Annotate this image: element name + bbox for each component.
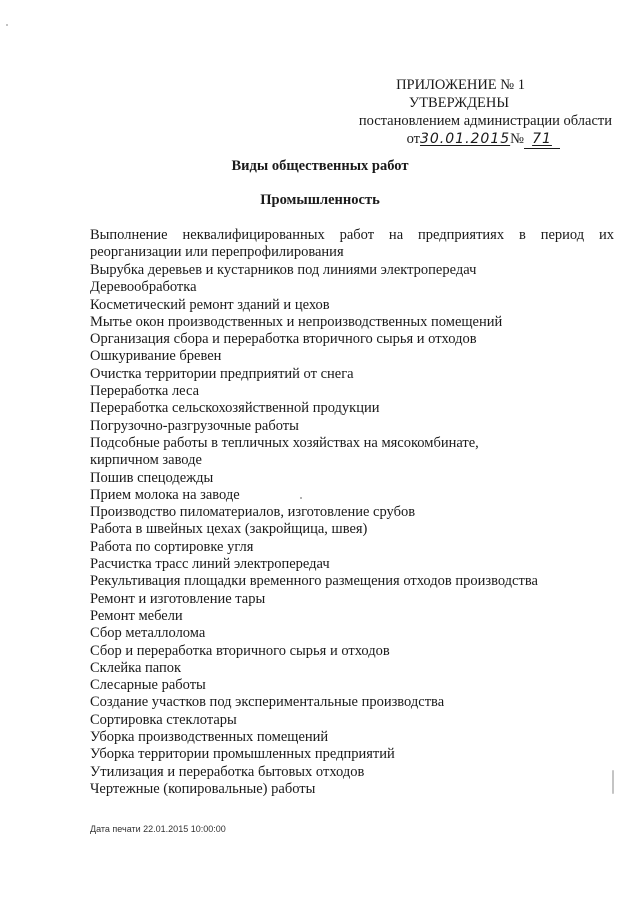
work-item: Ремонт мебели bbox=[90, 607, 183, 624]
work-item: Производство пиломатериалов, изготовление срубов bbox=[90, 504, 416, 521]
work-item: Расчистка трасс линий электропередач bbox=[90, 556, 330, 573]
from-label: от bbox=[406, 131, 420, 147]
work-item: Сбор и переработка вторичного сырья и отходов bbox=[90, 642, 390, 659]
work-item: Погрузочно-разгрузочные работы bbox=[90, 417, 299, 434]
handwritten-date: 30.01.2015 bbox=[419, 131, 511, 147]
work-item: Подсобные работы в тепличных хозяйствах на мясокомбинате, bbox=[90, 434, 479, 451]
scan-speck bbox=[6, 24, 8, 26]
approved-label: УТВЕРЖДЕНЫ bbox=[408, 95, 509, 111]
document-title: Виды общественных работ bbox=[231, 158, 409, 174]
work-item: Чертежные (копировальные) работы bbox=[90, 780, 316, 797]
work-item: Мытье окон производственных и непроизводственных помещений bbox=[90, 313, 503, 330]
work-item: Прием молока на заводе bbox=[90, 486, 240, 503]
work-item: Деревообработка bbox=[90, 279, 197, 296]
intro-item: Выполнение неквалифицированных работ на предприятиях в период их реорганизации или перепрофилирования bbox=[90, 227, 614, 261]
work-item: Работа в швейных цехах (закройщица, швея) bbox=[90, 521, 368, 538]
work-item: Пошив спецодежды bbox=[90, 469, 214, 486]
handwritten-number: 71 bbox=[524, 130, 560, 149]
work-item: Утилизация и переработка бытовых отходов bbox=[90, 763, 365, 780]
approval-stamp-block bbox=[359, 76, 612, 149]
work-item: Ремонт и изготовление тары bbox=[90, 590, 266, 607]
appendix-number: ПРИЛОЖЕНИЕ № 1 bbox=[396, 77, 525, 93]
work-item: Сортировка стеклотары bbox=[90, 711, 237, 728]
work-item: Уборка территории промышленных предприятий bbox=[90, 746, 395, 763]
scan-speck bbox=[300, 497, 302, 499]
work-item: Ошкуривание бревен bbox=[90, 348, 222, 365]
section-heading: Промышленность bbox=[260, 192, 380, 208]
work-item: Переработка сельскохозяйственной продукции bbox=[90, 400, 380, 417]
work-item: Переработка леса bbox=[90, 383, 200, 400]
print-date-footer: Дата печати 22.01.2015 10:00:00 bbox=[90, 824, 226, 834]
work-item: Уборка производственных помещений bbox=[90, 729, 329, 746]
resolution-date-number bbox=[359, 130, 560, 149]
work-item: Сбор металлолома bbox=[90, 625, 206, 642]
work-item: кирпичном заводе bbox=[90, 452, 202, 469]
work-item: Склейка папок bbox=[90, 659, 182, 676]
work-item: Создание участков под экспериментальные производства bbox=[90, 694, 445, 711]
work-item: Слесарные работы bbox=[90, 677, 206, 694]
work-item: Рекультивация площадки временного размещения отходов производства bbox=[90, 573, 538, 590]
work-item: Работа по сортировке угля bbox=[90, 538, 254, 555]
resolution-authority: постановлением администрации области bbox=[358, 113, 612, 129]
number-label: № bbox=[510, 131, 524, 147]
work-item: Очистка территории предприятий от снега bbox=[90, 365, 354, 382]
scan-speck bbox=[612, 770, 614, 794]
work-item: Косметический ремонт зданий и цехов bbox=[90, 296, 330, 313]
work-item: Организация сбора и переработка вторичного сырья и отходов bbox=[90, 331, 477, 348]
work-item: Вырубка деревьев и кустарников под линиями электропередач bbox=[90, 262, 477, 278]
works-list bbox=[90, 262, 614, 798]
